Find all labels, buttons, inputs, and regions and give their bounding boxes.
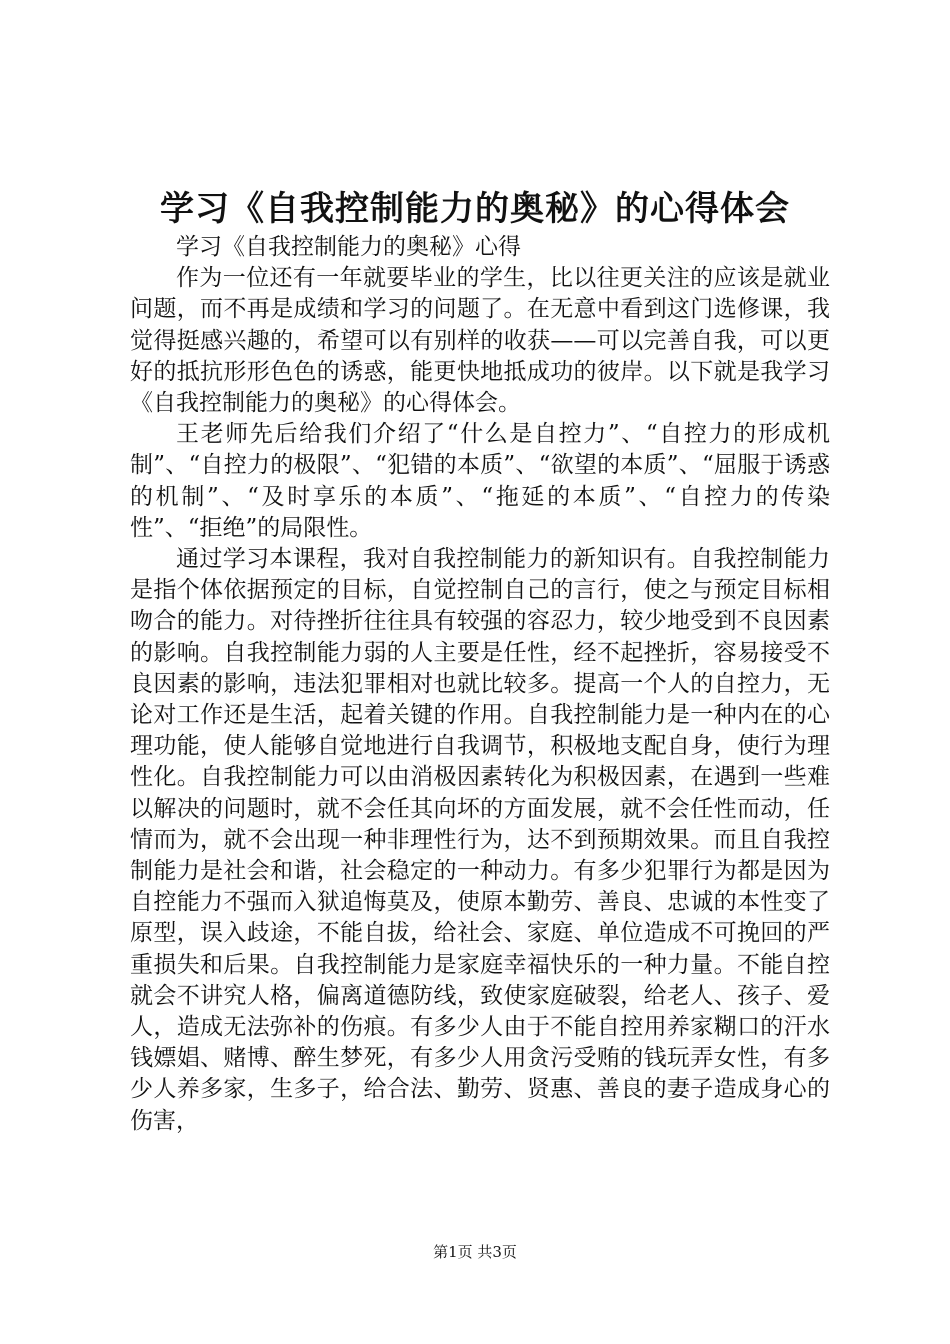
document-title: 学习《自我控制能力的奥秘》的心得体会 <box>160 189 790 229</box>
document-subtitle: 学习《自我控制能力的奥秘》心得 <box>176 234 521 260</box>
page-number-footer: 第1页 共3页 <box>433 1243 517 1261</box>
paragraph-reflection: 通过学习本课程，我对自我控制能力的新知识有。自我控制能力是指个体依据预定的目标，自觉控制自己的言行，使之与预定目标相吻合的能力。对待挫折往往具有较强的容忍力，较少地受到不良因素的影响。自我控制能力弱的人主要是任性，经不起挫折，容易接受不良因素的影响，违法犯罪相对也就比较多。提高一个人的自控力，无论对工作还是生活，起着关键的作用。自我控制能力是一种内在的心理功能，使人能够自觉地进行自我调节，积极地支配自身，使行为理性化。自我控制能力可以由消极因素转化为积极因素，在遇到一些难以解决的问题时，就不会任其向坏的方面发展，就不会任性而动，任情而为，就不会出现一种非理性行为，达不到预期效果。而且自我控制能力是社会和谐，社会稳定的一种动力。有多少犯罪行为都是因为自控能力不强而入狱追悔莫及，使原本勤劳、善良、忠诚的本性变了原型，误入歧途，不能自拔，给社会、家庭、单位造成不可挽回的严重损失和后果。自我控制能力是家庭幸福快乐的一种力量。不能自控就会不讲究人格，偏离道德防线，致使家庭破裂，给老人、孩子、爱人，造成无法弥补的伤痕。有多少人由于不能自控用养家糊口的汗水钱嫖娼、赌博、醉生梦死，有多少人用贪污受贿的钱玩弄女性，有多少人养多家，生多子，给合法、勤劳、贤惠、善良的妻子造成身心的伤害， <box>130 546 830 1134</box>
document-body <box>130 232 830 1137</box>
paragraph-topics: 王老师先后给我们介绍了“什么是自控力”、“自控力的形成机制”、“自控力的极限”、“犯错的本质”、“欲望的本质”、“屈服于诱惑的机制”、“及时享乐的本质”、“拖延的本质”、“自控力的传染性”、“拒绝”的局限性。 <box>130 421 830 541</box>
paragraph-intro: 作为一位还有一年就要毕业的学生，比以往更关注的应该是就业问题，而不再是成绩和学习的问题了。在无意中看到这门选修课，我觉得挺感兴趣的，希望可以有别样的收获——可以完善自我，可以更好的抵抗形形色色的诱惑，能更快地抵成功的彼岸。以下就是我学习《自我控制能力的奥秘》的心得体会。 <box>130 265 830 417</box>
